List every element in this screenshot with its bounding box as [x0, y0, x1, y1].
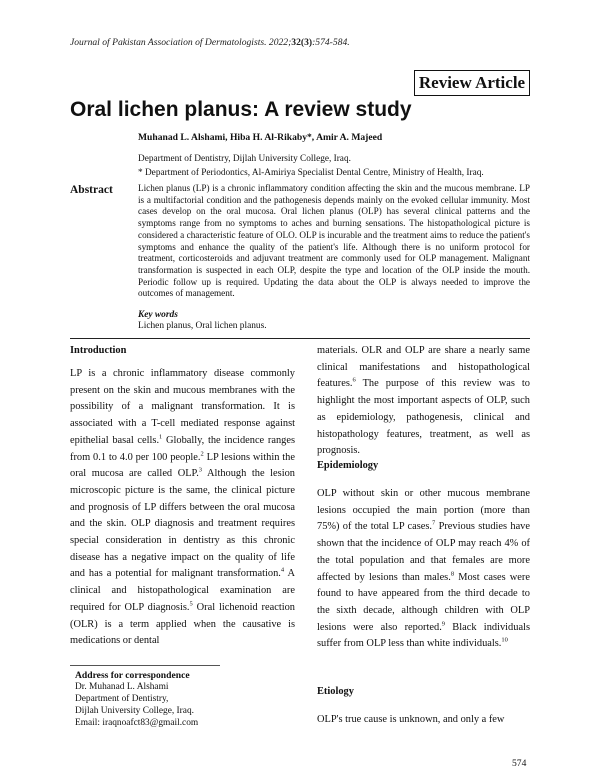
journal-name: Journal of Pakistan Association of Dermatologists: [70, 37, 265, 48]
introduction-heading: Introduction: [70, 345, 127, 356]
page-number: 574: [512, 758, 527, 769]
article-title: Oral lichen planus: A review study: [70, 98, 412, 121]
section-divider: [70, 338, 530, 339]
epidemiology-paragraph: OLP without skin or other mucous membrane lesions occupied the main portion (more than 75%) of the total LP cases.$^7$ Previous studies have shown that the incidence of OLP may reach 4% of the total population and that females are more affected by lesions than males.$^8$ Most cases were found to have appeared from the third decade to the sixth decade, although children with OLP lesions were also reported.$^9$ Black individuals suffer from OLP less than white individuals.$^{10}$: [317, 488, 530, 650]
correspondence-heading: Address for correspondence: [75, 670, 190, 681]
epidemiology-body: [317, 486, 530, 653]
citation-ref: 1: [159, 433, 163, 441]
citation-ref: 4: [280, 566, 285, 574]
epidemiology-heading: Epidemiology: [317, 460, 379, 471]
footnote-divider: [70, 665, 220, 666]
citation-ref: 5: [189, 600, 193, 608]
introduction-paragraph: LP is a chronic inflammatory disease commonly present on the skin and mucous membranes with the possibility of a malignant transformation. It is associated with a T-cell mediated response against epithelial basal cells.$^1$ Globally, the incidence ranges from 0.1 to 4.0 per 100 people.$^2$ LP lesions within the oral mucosa are called OLP.$^3$ Although the lesion microscopic picture is the same, the clinical picture and prognosis of LP differs between the oral mucosa and the skin. OLP diagnosis and treatment requires special consideration in dentistry as this chronic disease has a negative impact on the quality of life and has a potential for malignant transformation.$^4$ A clinical and histopathological examination are required for OLP diagnosis.$^5$ Oral lichenoid reaction (OLR) is a term applied when the causative is medications or dental: [70, 368, 295, 647]
introduction-continued-paragraph: materials. OLR and OLP are share a nearly same clinical manifestations and histopathological features.$^6$ The purpose of this review was to highlight the most important aspects of OLP, such as epidemiology, pathogenesis, clinical and histopathology features, treatment, as well as prognosis.: [317, 345, 530, 457]
correspondence-email[interactable]: Email: iraqnoafct83@gmail.com: [75, 718, 199, 728]
citation-ref: 10: [501, 636, 508, 644]
journal-citation: Journal of Pakistan Association of Dermatologists. 2022;32(3):574-584.: [70, 37, 350, 48]
journal-pages: :574-584.: [312, 37, 350, 48]
abstract-label: Abstract: [70, 184, 113, 196]
journal-year: 2022;: [268, 37, 292, 48]
citation-ref: 7: [432, 519, 436, 527]
etiology-body: OLP's true cause is unknown, and only a few: [317, 714, 505, 725]
journal-volume: 32: [291, 37, 301, 48]
correspondence-name: Dr. Muhanad L. Alshami: [75, 682, 169, 692]
etiology-heading: Etiology: [317, 686, 354, 697]
journal-issue: (3): [300, 37, 313, 48]
affiliation-1: Department of Dentistry, Dijlah University College, Iraq.: [138, 154, 351, 164]
citation-ref: 9: [441, 620, 446, 628]
keywords-text: Lichen planus, Oral lichen planus.: [138, 321, 267, 331]
introduction-body: [70, 366, 295, 650]
citation-ref: 3: [198, 466, 203, 474]
citation-ref: 6: [352, 376, 356, 384]
article-type-badge: Review Article: [414, 70, 530, 96]
keywords-label: Key words: [138, 310, 178, 320]
citation-ref: 2: [200, 450, 204, 458]
citation-ref: 8: [450, 570, 455, 578]
affiliation-2: * Department of Periodontics, Al-Amiriya Specialist Dental Centre, Ministry of Health, Iraq.: [138, 168, 484, 178]
affiliations: [138, 152, 484, 180]
abstract-text: Lichen planus (LP) is a chronic inflammatory condition affecting the skin and the mucous membrane. LP is a multifactorial condition and the pathogenesis depends mainly on the evoked cellular immunity. Most cases develop on the oral mucosa. Oral lichen planus (OLP) has several clinical patterns and the symptoms range from no symptoms to aches and burning sensations. The histopathological picture is considered a characteristic feature of OLO. OLP is incurable and the treatment aims to reduce the patient's symptoms and enhance the quality of the patient's life. Although there is no uniform protocol for treatment, corticosteroids and adjuvant treatment are commonly used for OLP management. Malignant transformation is suspected in each OLP, despite the type and location of the OLP inside the mouth. Periodic follow up is required. Updating the data about the OLP is always needed to improve the outcomes of management.: [138, 183, 530, 299]
correspondence-department: Department of Dentistry,: [75, 694, 169, 704]
authors: Muhanad L. Alshami, Hiba H. Al-Rikaby*, Amir A. Majeed: [138, 132, 383, 143]
correspondence-institution: Dijlah University College, Iraq.: [75, 706, 194, 716]
introduction-continued: [317, 343, 530, 460]
